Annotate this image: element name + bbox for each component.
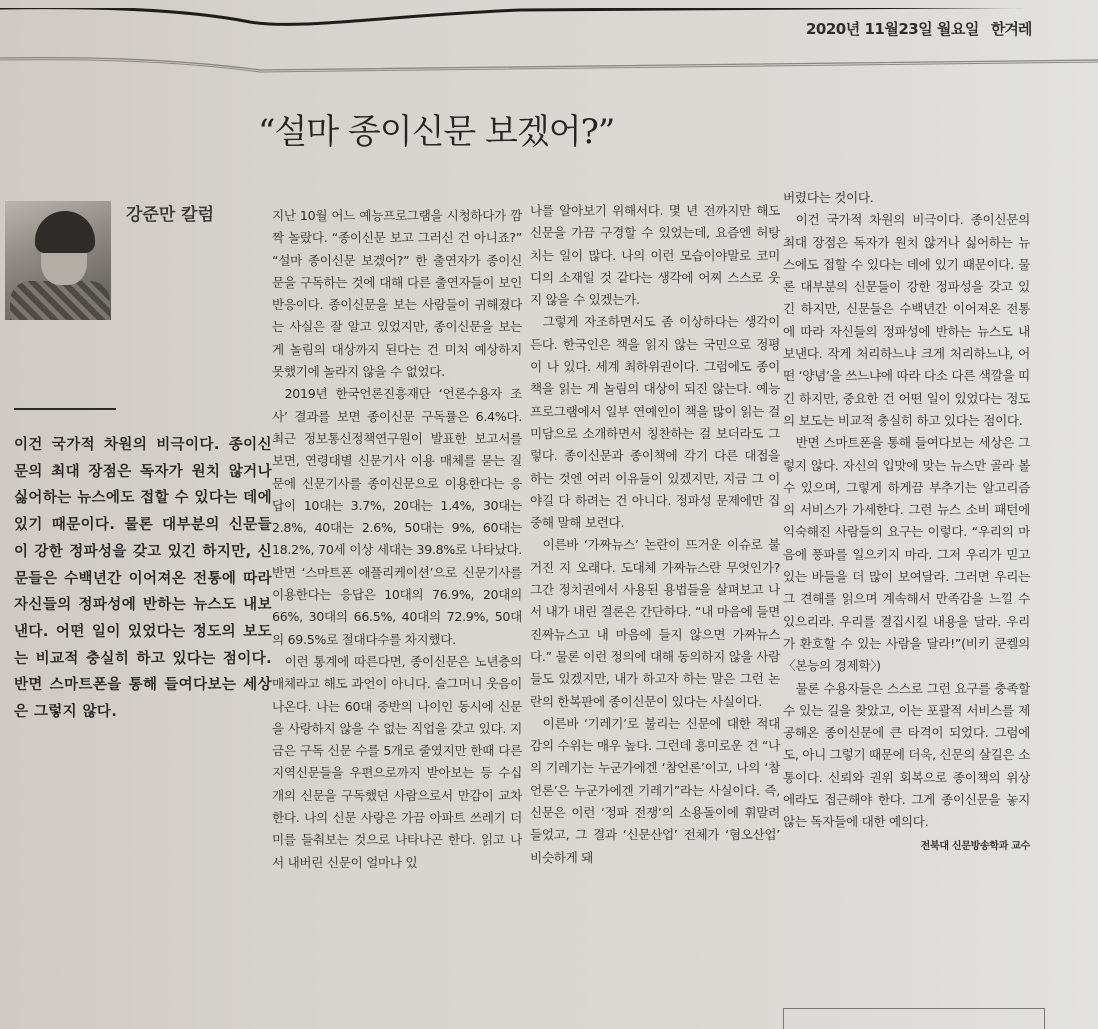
paragraph: 2019년 한국언론진흥재단 ‘언론수용자 조사’ 결과를 보면 종이신문 구독률은 6.4%다. 최근 정보통신정책연구원이 발표한 보고서를 보면, 연령대별 신문기사 이용 매체를 묻는 질문에 신문기사를 종이신문으로 이용한다는 응답이 10대는 3.7%, 20대는 1.4%, 30대는 2.8%, 40대는 2.6%, 50대는 9%, 60대는 18.2%, 70세 이상 세대는 39.8%로 나타났다. 반면 ‘스마트폰 애플리케이션’으로 신문기사를 이용한다는 응답은 10대의 76.9%, 20대의 66%, 30대의 66.5%, 40대의 72.9%, 50대의 69.5%로 절대다수를 차지했다. — [272, 386, 522, 647]
author-affiliation: 전북대 신문방송학과 교수 — [920, 840, 1030, 852]
masthead-double-rule — [0, 50, 1098, 75]
paragraph: 나를 알아보기 위해서다. 몇 년 전까지만 해도 신문을 가끔 구경할 수 있었는데, 요즘엔 허탕 치는 일이 많다. 나의 이런 모습이야말로 코미디의 소재일 것 같다는 생각에 어찌 스스로 웃지 않을 수 있겠는가. — [530, 203, 780, 308]
paragraph: 물론 수용자들은 스스로 그런 요구를 충족할 수 있는 길을 찾았고, 이는 포괄적 서비스를 제공해온 종이신문에 큰 타격이 되었다. 그럼에도, 아니 그렇기 때문에 더욱, 신문의 살길은 소통이다. 신뢰와 권위 회복으로 종이책의 위상에라도 접근해야 한다. 그게 종이신문을 놓지 않는 독자들에 대한 예의다. — [783, 680, 1030, 830]
masthead — [806, 18, 1031, 39]
paragraph: 지난 10월 어느 예능프로그램을 시청하다가 깜짝 놀랐다. “종이신문 보고 그러신 건 아니죠?” “설마 종이신문 보겠어?” 한 출연자가 종이신문을 구독하는 것에 대해 다른 출연자들이 보인 반응이다. 종이신문을 보는 사람들이 귀해졌다는 사실은 잘 알고 있었지만, 종이신문을 보는 게 놀림의 대상까지 된다는 건 미처 예상하지 못했기에 놀라지 않을 수 없었다. — [272, 208, 522, 380]
paragraph: 이른바 ‘기레기’로 불리는 신문에 대한 적대감의 수위는 매우 높다. 그런데 흥미로운 건 “나의 기레기는 누군가에겐 ‘참언론’이고, 나의 ‘참언론’은 누군가에겐 기레기”라는 사실이다. 즉, 신문은 이런 ‘정파 전쟁’의 소용돌이에 휘말려들었고, 그 결과 ‘신문산업’ 전체가 ‘혐오산업’ 비슷하게 돼 — [530, 715, 780, 865]
paragraph: 반면 스마트폰을 통해 들여다보는 세상은 그렇지 않다. 자신의 입맛에 맞는 뉴스만 골라 볼 수 있으며, 그렇게 하게끔 부추기는 알고리즘의 서비스가 가세한다. 그런 뉴스 소비 패턴에 익숙해진 사람들의 요구는 이렇다. “우리의 마음에 풍파를 일으키지 마라. 그저 우리가 믿고 있는 바들을 더 많이 보여달라. 그러면 우리는 그 견해를 읽으며 계속해서 만족감을 느낄 수 있으리라. 우리를 결집시킬 내용을 달라. 우리가 환호할 수 있는 사람을 달라!”(비키 쿤켈의 〈본능의 경제학〉) — [783, 435, 1030, 674]
article-column-2 — [530, 200, 780, 869]
paragraph: 이른바 ‘가짜뉴스’ 논란이 뜨거운 이슈로 불거진 지 오래다. 도대체 가짜뉴스란 무엇인가? 그간 정치권에서 사용된 용법들을 살펴보고 나서 내가 내린 결론은 간단하다. “내 마음에 들면 진짜뉴스고 내 마음에 들지 않으면 가짜뉴스다.” 물론 이런 정의에 대해 동의하지 않을 사람들도 있겠지만, 내가 하고자 하는 말은 그런 논란의 한복판에 종이신문이 있다는 사실이다. — [530, 537, 780, 709]
next-article-box-edge — [783, 1008, 1045, 1029]
column-headline: “설마 종이신문 보겠어?” — [258, 112, 615, 152]
paragraph: 버렸다는 것이다. — [783, 190, 874, 205]
article-column-3 — [783, 187, 1030, 858]
pullquote-divider — [14, 408, 116, 410]
article-column-1 — [272, 205, 522, 874]
column-byline: 강준만 칼럼 — [126, 205, 215, 225]
paragraph: 이런 통계에 따른다면, 종이신문은 노년층의 매체라고 해도 과언이 아니다. 슬그머니 웃음이 나온다. 나는 60대 중반의 나이인 동시에 신문을 사랑하지 않을 수 없는 직업을 갖고 있다. 지금은 구독 신문 수를 5개로 줄였지만 한때 다른 지역신문들을 우편으로까지 받아보는 등 수십개의 신문을 구독했던 사람으로서 만감이 교차한다. 나의 신문 사랑은 가끔 아파트 쓰레기 더미를 들춰보는 것으로 나타나곤 한다. 읽고 나서 내버린 신문이 얼마나 있 — [272, 653, 522, 870]
issue-date: 2020년 11월23일 월요일 — [806, 20, 979, 38]
author-portrait-image — [5, 201, 111, 320]
paragraph: 그렇게 자조하면서도 좀 이상하다는 생각이 든다. 한국인은 책을 읽지 않는 국민으로 정평이 나 있다. 세계 최하위권이다. 그럼에도 종이책을 읽는 게 놀림의 대상이 되진 않는다. 예능프로그램에서 일부 연예인이 책을 많이 읽는 걸 미담으로 소개하면서 칭찬하는 걸 보더라도 그렇다. 종이신문과 종이책에 각기 다른 대접을 하는 것엔 여러 이유들이 있겠지만, 지금 그 이야길 다 하려는 건 아니다. 정파성 문제에만 집중해 말해 보련다. — [530, 314, 780, 531]
pullquote: 이건 국가적 차원의 비극이다. 종이신문의 최대 장점은 독자가 원치 않거나 싫어하는 뉴스에도 접할 수 있다는 데에 있기 때문이다. 물론 대부분의 신문들이 강한 정파성을 갖고 있긴 하지만, 신문들은 수백년간 이어져온 전통에 따라 자신들의 정파성에 반하는 뉴스도 내보낸다. 어떤 일이 있었다는 정도의 보도는 비교적 충실히 하고 있다는 점이다. 반면 스마트폰을 통해 들여다보는 세상은 그렇지 않다. — [14, 437, 272, 721]
newspaper-brand: 한겨레 — [990, 20, 1032, 38]
paragraph: 이건 국가적 차원의 비극이다. 종이신문의 최대 장점은 독자가 원치 않거나 싫어하는 뉴스에도 접할 수 있다는 데에 있기 때문이다. 물론 대부분의 신문들이 강한 정파성을 갖고 있긴 하지만, 신문들은 수백년간 이어져온 전통에 따라 자신들의 정파성에 반하는 뉴스도 내보낸다. 작게 처리하느냐 크게 처리하느냐, 어떤 ‘양념’을 쓰느냐에 따라 다소 다른 색깔을 띠긴 하지만, 중요한 건 어떤 일이 있었다는 정도의 보도는 비교적 충실히 하고 있다는 점이다. — [783, 212, 1030, 428]
